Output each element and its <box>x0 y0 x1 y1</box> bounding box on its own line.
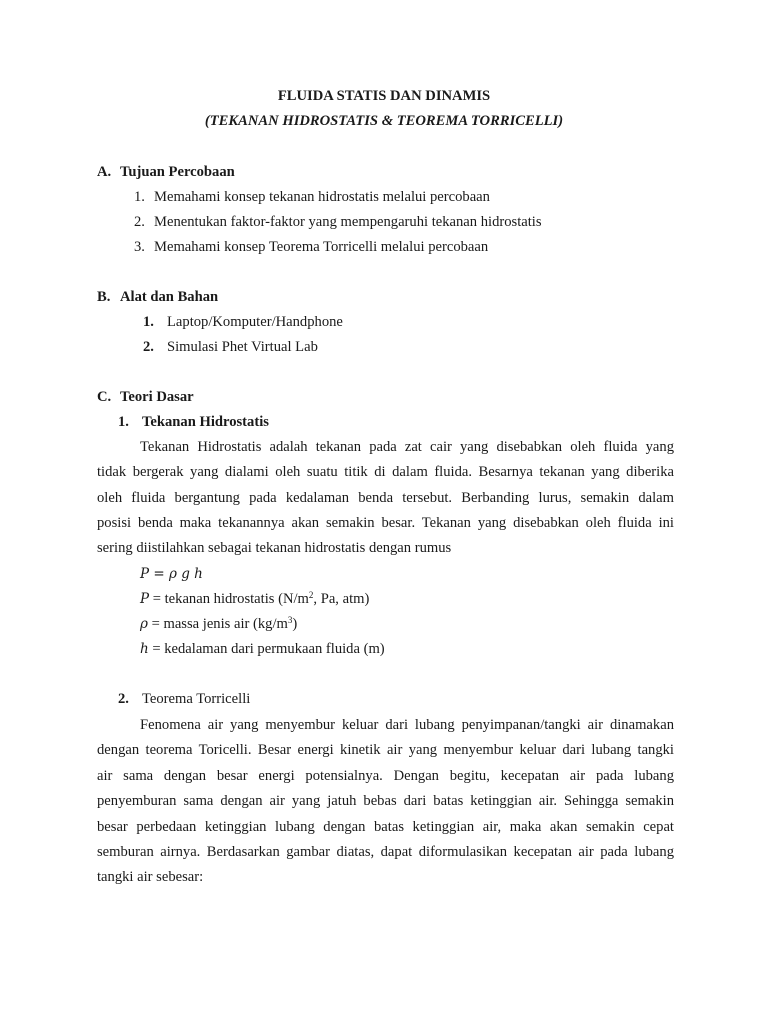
subsection-1-number: 1. <box>118 414 129 430</box>
document-title: FLUIDA STATIS DAN DINAMIS <box>277 88 491 104</box>
paragraph-line: tangki air sebesar: <box>97 869 204 885</box>
paragraph-line: sering diistilahkan sebagai tekanan hidrostatis dengan rumus <box>97 540 452 556</box>
section-a-title: Tujuan Percobaan <box>120 164 235 180</box>
formula-desc: = massa jenis air (kg/m <box>147 616 288 632</box>
formula-symbol: h <box>140 641 149 657</box>
formula-definition-p <box>140 590 369 608</box>
section-c-letter: C. <box>97 389 112 405</box>
list-item-text: Menentukan faktor-faktor yang mempengaruhi tekanan hidrostatis <box>154 214 542 230</box>
formula-main <box>140 565 203 583</box>
formula-superscript: 2 <box>308 590 314 600</box>
paragraph-line: posisi benda maka tekanannya akan semakin besar. Tekanan yang disebabkan oleh fluida ini <box>97 515 674 531</box>
subsection-2-number: 2. <box>118 691 129 707</box>
list-item-number: 2. <box>134 214 145 230</box>
formula-expression: P = ρ g h <box>140 566 203 582</box>
formula-superscript: 3 <box>287 615 293 625</box>
list-item-number: 1. <box>143 314 154 330</box>
paragraph-line: Tekanan Hidrostatis adalah tekanan pada zat cair yang disebabkan oleh fluida yang <box>140 439 674 455</box>
formula-desc: ) <box>292 616 298 632</box>
section-b-heading <box>97 288 218 306</box>
section-b-letter: B. <box>97 289 111 305</box>
paragraph-line: besar perbedaan ketinggian lubang dengan batas ketinggian air, maka akan semakin cepat <box>97 819 674 835</box>
formula-definition-rho <box>140 615 297 633</box>
list-item-number: 3. <box>134 239 145 255</box>
paragraph-line: semburan airnya. Berdasarkan gambar diatas, dapat diformulasikan kecepatan air pada lubang <box>97 844 674 860</box>
formula-symbol: P <box>140 591 150 607</box>
paragraph-line: dengan teorema Toricelli. Besar energi kinetik air yang menyembur keluar dari lubang tangki <box>97 742 674 758</box>
list-item <box>134 188 490 206</box>
list-item-text: Memahami konsep tekanan hidrostatis melalui percobaan <box>154 189 490 205</box>
formula-symbol: ρ <box>140 616 148 632</box>
subsection-2-title: Teorema Torricelli <box>142 691 251 707</box>
list-item-number: 1. <box>134 189 145 205</box>
section-a-heading <box>97 163 235 181</box>
formula-desc: = kedalaman dari permukaan fluida (m) <box>148 641 385 657</box>
subsection-1-heading <box>118 413 269 431</box>
section-c-heading <box>97 388 194 406</box>
list-item <box>134 213 542 231</box>
formula-desc: = tekanan hidrostatis (N/m <box>149 591 309 607</box>
list-item <box>134 238 488 256</box>
subsection-2-heading <box>118 690 250 708</box>
paragraph-line: air sama dengan besar energi potensialnya. Dengan begitu, kecepatan air pada lubang <box>97 768 674 784</box>
list-item-text: Simulasi Phet Virtual Lab <box>167 339 318 355</box>
list-item-text: Laptop/Komputer/Handphone <box>167 314 343 330</box>
document-subtitle: (TEKANAN HIDROSTATIS & TEOREMA TORRICELLI) <box>204 113 564 129</box>
paragraph-line: tidak bergerak yang dialami oleh suatu titik di dalam fluida. Besarnya tekanan yang diberika <box>97 464 674 480</box>
formula-definition-h <box>140 640 385 658</box>
section-c-title: Teori Dasar <box>120 389 194 405</box>
paragraph-line: penyemburan sama dengan air yang jatuh bebas dari batas ketinggian air. Sehingga semakin <box>97 793 674 809</box>
list-item <box>143 338 318 356</box>
subsection-1-title: Tekanan Hidrostatis <box>142 414 269 430</box>
list-item-text: Memahami konsep Teorema Torricelli melalui percobaan <box>154 239 489 255</box>
section-a-letter: A. <box>97 164 112 180</box>
paragraph-line: Fenomena air yang menyembur keluar dari lubang penyimpanan/tangki air dinamakan <box>140 717 674 733</box>
list-item-number: 2. <box>143 339 154 355</box>
list-item <box>143 313 343 331</box>
formula-desc: , Pa, atm) <box>313 591 370 607</box>
paragraph-line: oleh fluida bergantung pada kedalaman benda tersebut. Berbanding lurus, semakin dalam <box>97 490 674 506</box>
section-b-title: Alat dan Bahan <box>120 289 219 305</box>
